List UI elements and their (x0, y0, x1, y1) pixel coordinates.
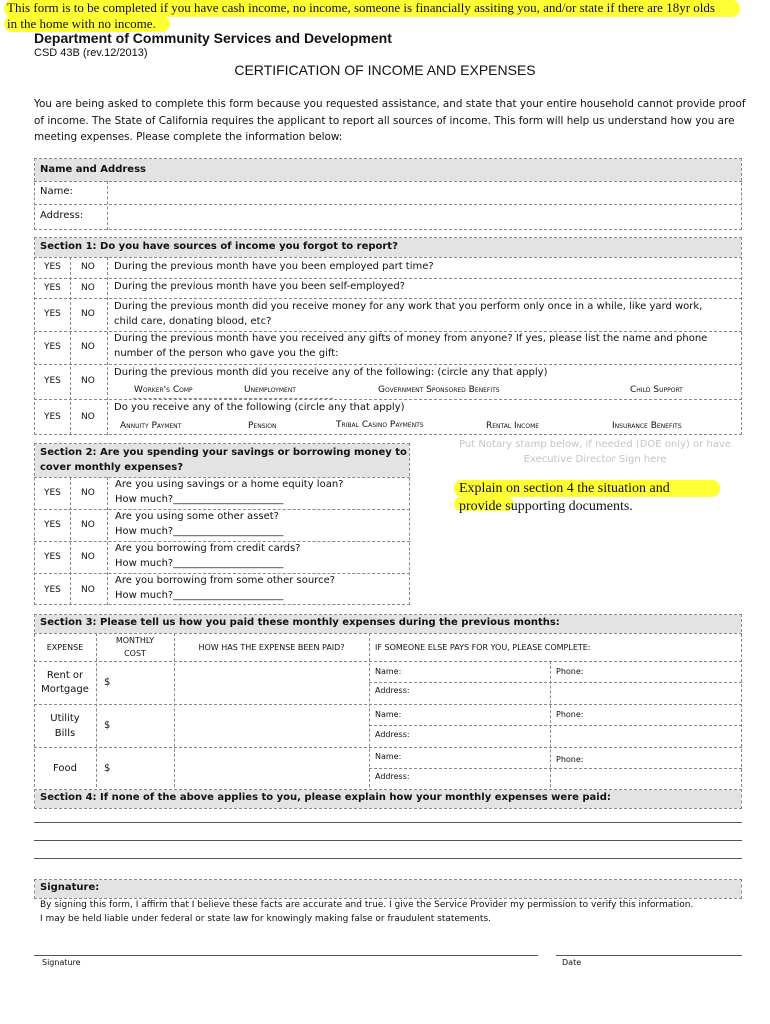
s3-col-expense: EXPENSE (46, 643, 84, 652)
s2-q2-no[interactable]: NO (81, 520, 95, 530)
s1-q5-opt-gov-benefits[interactable]: Government Sponsored Benefits (378, 385, 500, 395)
s1-q2-no[interactable]: NO (81, 283, 95, 293)
s1-q3-yes[interactable]: YES (44, 309, 61, 319)
s3-col-how: HOW HAS THE EXPENSE BEEN PAID? (198, 643, 345, 652)
s2-q4-yes[interactable]: YES (44, 585, 61, 595)
s2-q4-howmuch[interactable]: How much?______________________ (115, 590, 284, 601)
s2-q1-no[interactable]: NO (81, 488, 95, 498)
s2-q3-text: Are you borrowing from credit cards? (115, 543, 301, 554)
s1-q4-no[interactable]: NO (81, 342, 95, 352)
form-id: CSD 43B (rev.12/2013) (34, 47, 148, 59)
s3-col-else: IF SOMEONE ELSE PAYS FOR YOU, PLEASE COMPLETE: (375, 643, 591, 652)
form-title: CERTIFICATION OF INCOME AND EXPENSES (234, 62, 536, 78)
s1-q2-yes[interactable]: YES (44, 283, 61, 293)
s1-q3-text-b: child care, donating blood, etc? (114, 316, 272, 327)
address-label: Address: (40, 210, 84, 221)
s1-q4-text-b: number of the person who gave you the gift: (114, 348, 339, 359)
section4-heading: Section 4: If none of the above applies to you, please explain how your monthly expenses were paid: (40, 792, 611, 803)
s3-row-utility-phone[interactable]: Phone: (556, 710, 584, 719)
s2-q3-yes[interactable]: YES (44, 552, 61, 562)
section4-line-2[interactable] (34, 840, 742, 841)
s1-q3-text-a: During the previous month did you receive money for any work that you perform only once in a while, like yard work, (114, 301, 703, 312)
s1-q5-opt-workers-comp[interactable]: Worker's Comp (134, 385, 193, 395)
s2-q2-text: Are you using some other asset? (115, 511, 279, 522)
s3-row-utility-dollar[interactable]: $ (104, 720, 111, 731)
s3-row-rent-address[interactable]: Address: (375, 686, 410, 695)
s3-row-food-phone[interactable]: Phone: (556, 755, 584, 764)
signature-heading: Signature: (40, 882, 100, 893)
s1-q6-opt-tribal-casino[interactable]: Tribal Casino Payments (336, 420, 424, 430)
s3-row-rent-how-input[interactable] (176, 663, 367, 702)
name-label: Name: (40, 186, 73, 197)
signature-header (35, 880, 741, 898)
s1-q1-yes[interactable]: YES (44, 262, 61, 272)
date-label: Date (562, 958, 582, 967)
s3-row-food-dollar[interactable]: $ (104, 763, 111, 774)
s3-row-rent-dollar[interactable]: $ (104, 677, 111, 688)
section2-heading-2: cover monthly expenses? (40, 462, 184, 473)
date-line[interactable] (556, 955, 742, 956)
s1-q6-yes[interactable]: YES (44, 412, 61, 422)
s3-row-rent-phone[interactable]: Phone: (556, 667, 584, 676)
top-note-line1: This form is to be completed if you have cash income, no income, someone is financially assiting you, and/or state if there are 18yr olds (7, 0, 715, 15)
s2-q3-howmuch[interactable]: How much?______________________ (115, 558, 284, 569)
s3-row-utility-address[interactable]: Address: (375, 730, 410, 739)
notary-note-line1: Put Notary stamp below, if needed (DOE only) or have (459, 439, 731, 450)
s2-q1-text: Are you using savings or a home equity loan? (115, 479, 344, 490)
s3-row-food-name[interactable]: Name: (375, 752, 402, 761)
s3-row-food-how-input[interactable] (176, 749, 367, 790)
name-address-heading: Name and Address (40, 164, 146, 175)
s3-row-rent-name[interactable]: Name: (375, 667, 402, 676)
s3-row-utility-name[interactable]: Name: (375, 710, 402, 719)
s1-q4-yes[interactable]: YES (44, 342, 61, 352)
s1-q6-text: Do you receive any of the following (circle any that apply) (114, 402, 405, 413)
top-note-line2: in the home with no income. (7, 16, 156, 31)
s3-row-rent-l1: Rent or (46, 670, 84, 681)
s1-q6-opt-rental[interactable]: Rental Income (486, 421, 540, 431)
s2-q2-yes[interactable]: YES (44, 520, 61, 530)
explain-note-line1: Explain on section 4 the situation and (459, 481, 670, 496)
s2-q1-yes[interactable]: YES (44, 488, 61, 498)
s3-row-food-l1: Food (53, 763, 77, 774)
section4-line-3[interactable] (34, 858, 742, 859)
signature-affirm-line1: By signing this form, I affirm that I believe these facts are accurate and true. I give the Service Provider my permission to verify this information. (40, 900, 694, 910)
s1-q6-opt-pension[interactable]: Pension (248, 421, 277, 431)
s3-row-utility-how-input[interactable] (176, 706, 367, 745)
section1-heading: Section 1: Do you have sources of income you forgot to report? (40, 241, 398, 252)
s1-q6-no[interactable]: NO (81, 412, 95, 422)
s1-q1-text: During the previous month have you been employed part time? (114, 261, 434, 272)
explain-note-line2: provide supporting documents. (459, 499, 633, 514)
intro-line1: You are being asked to complete this form because you requested assistance, and state that your entire household cannot provide proof (34, 98, 746, 110)
s2-q3-no[interactable]: NO (81, 552, 95, 562)
notary-note-line2: Executive Director Sign here (523, 454, 667, 465)
signature-line[interactable] (34, 955, 538, 956)
s2-q4-text: Are you borrowing from some other source? (115, 575, 336, 586)
s1-q5-opt-child-support[interactable]: Child Support (630, 385, 683, 395)
s1-q2-text: During the previous month have you been self-employed? (114, 281, 405, 292)
intro-line2: of income. The State of California requires the applicant to report all sources of income. This form will help us understand how you are (34, 115, 735, 127)
s3-col-monthly-1: MONTHLY (115, 636, 155, 645)
section4-line-1[interactable] (34, 822, 742, 823)
s1-q5-opt-unemployment[interactable]: Unemployment (244, 385, 296, 395)
department-name: Department of Community Services and Development (34, 30, 392, 46)
signature-affirm-line2: I may be held liable under federal or state law for knowingly making false or fraudulent statements. (40, 914, 492, 924)
s2-q1-howmuch[interactable]: How much?______________________ (115, 494, 284, 505)
s1-q6-opt-insurance[interactable]: Insurance Benefits (612, 421, 682, 431)
s1-q5-no[interactable]: NO (81, 376, 95, 386)
name-input[interactable] (109, 183, 739, 202)
s1-q5-text: During the previous month did you receive any of the following: (circle any that apply) (114, 367, 548, 378)
s2-q4-no[interactable]: NO (81, 585, 95, 595)
s3-row-utility-l2: Bills (54, 728, 76, 739)
s2-q2-howmuch[interactable]: How much?______________________ (115, 526, 284, 537)
section3-heading: Section 3: Please tell us how you paid these monthly expenses during the previous months: (40, 617, 560, 628)
s3-row-rent-l2: Mortgage (41, 684, 89, 695)
section2-heading-1: Section 2: Are you spending your savings or borrowing money to (40, 447, 407, 458)
signature-label: Signature (42, 958, 81, 967)
s1-q1-no[interactable]: NO (81, 262, 95, 272)
s1-q5-yes[interactable]: YES (44, 376, 61, 386)
s3-row-food-address[interactable]: Address: (375, 772, 410, 781)
s3-row-utility-l1: Utility (50, 713, 80, 724)
s1-q3-no[interactable]: NO (81, 309, 95, 319)
s3-col-monthly-2: COST (124, 649, 146, 658)
s1-q4-text-a: During the previous month have you received any gifts of money from anyone? If yes, please list the name and phone (114, 333, 708, 344)
intro-line3: meeting expenses. Please complete the information below: (34, 131, 343, 143)
address-input[interactable] (109, 206, 739, 228)
s1-q6-opt-annuity[interactable]: Annuity Payment (120, 421, 182, 431)
